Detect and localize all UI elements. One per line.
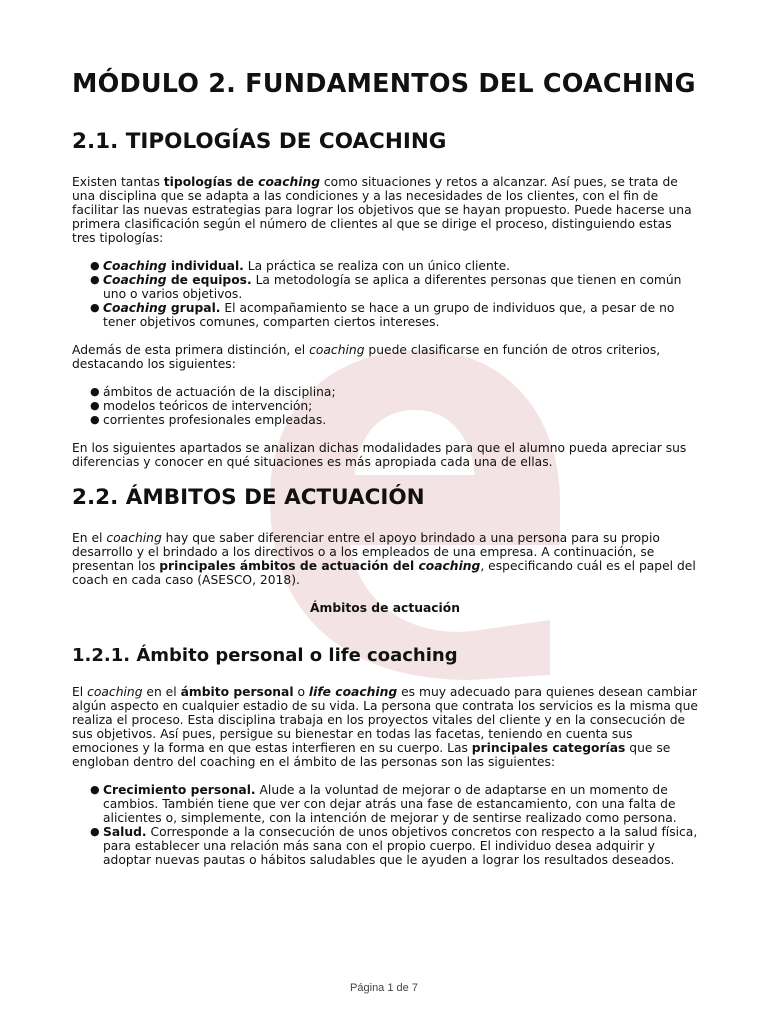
closing-paragraph: En los siguientes apartados se analizan dichas modalidades para que el alumno pueda apreciar sus diferencias y conocer en qué situaciones es más apropiada cada una de ellas. [72, 441, 687, 469]
bullet-icon: ● [90, 399, 100, 412]
list-item: ● modelos teóricos de intervención; [90, 399, 313, 413]
list-item: ● ámbitos de actuación de la disciplina; [90, 385, 336, 399]
list-item: ● corrientes profesionales empleadas. [90, 413, 327, 427]
page-number: Página 1 de 7 [350, 982, 418, 994]
list-item: ● Coaching de equipos. La metodología se aplica a diferentes personas que tienen en común uno o varios objetivos. [90, 273, 682, 301]
list-item: ● Salud. Corresponde a la consecución de unos objetivos concretos con respecto a la salud física, para establecer una relación más sana con el propio cuerpo. El individuo desea adquirir y adoptar nuevas pautas o hábitos saludables que le ayuden a lograr los resultados deseados. [90, 825, 698, 867]
categories-list [72, 783, 698, 867]
bullet-icon: ● [90, 273, 100, 286]
criteria-list [72, 385, 698, 427]
bullet-icon: ● [90, 259, 100, 272]
document-page [72, 70, 698, 881]
criteria-intro-paragraph: Además de esta primera distinción, el coaching puede clasificarse en función de otros criterios, destacando los siguientes: [72, 343, 661, 371]
section-heading-tipologias: 2.1. TIPOLOGÍAS DE COACHING [72, 129, 447, 154]
bullet-icon: ● [90, 783, 100, 796]
figure-caption: Ámbitos de actuación [310, 601, 460, 615]
personal-intro-paragraph: El coaching en el ámbito personal o life coaching es muy adecuado para quienes desean cambiar algún aspecto en cualquier estadio de su vida. La persona que contrata los servicios es la misma que realiza el proceso. Esta disciplina trabaja en los proyectos vitales del cliente y en la consecución de sus objetivos. Así pues, persigue su bienestar en todas las facetas, teniendo en cuenta sus emociones y la forma en que estas interfieren en su cuerpo. Las principales categorías que se engloban dentro del coaching en el ámbito de las personas son las siguientes: [72, 685, 698, 769]
tipologias-intro-paragraph: Existen tantas tipologías de coaching como situaciones y retos a alcanzar. Así pues, se trata de una disciplina que se adapta a las condiciones y a las necesidades de los clientes, con el fin de facilitar las nuevas estrategias para lograr los objetivos que se hayan propuesto. Puede hacerse una primera clasificación según el número de clientes al que se dirige el proceso, distinguiendo estas tres tipologías: [72, 175, 692, 245]
bullet-icon: ● [90, 825, 100, 838]
bullet-icon: ● [90, 301, 100, 314]
bullet-icon: ● [90, 385, 100, 398]
ambitos-intro-paragraph: En el coaching hay que saber diferenciar entre el apoyo brindado a una persona para su propio desarrollo y el brindado a los directivos o a los empleados de una empresa. A continuación, se presentan los principales ámbitos de actuación del coaching, especificando cuál es el papel del coach en cada caso (ASESCO, 2018). [72, 531, 696, 587]
bullet-icon: ● [90, 413, 100, 426]
tipologias-list [72, 259, 698, 329]
subsection-heading-personal: 1.2.1. Ámbito personal o life coaching [72, 645, 458, 666]
list-item: ● Coaching grupal. El acompañamiento se hace a un grupo de individuos que, a pesar de no tener objetivos comunes, comparten ciertos intereses. [90, 301, 675, 329]
module-title: MÓDULO 2. FUNDAMENTOS DEL COACHING [72, 69, 696, 99]
list-item: ● Coaching individual. La práctica se realiza con un único cliente. [90, 259, 511, 273]
list-item: ● Crecimiento personal. Alude a la voluntad de mejorar o de adaptarse en un momento de cambios. También tiene que ver con dejar atrás una fase de estancamiento, con una falta de alicientes o, simplemente, con la intención de mejorar y de sentirse realizado como persona. [90, 783, 677, 825]
section-heading-ambitos: 2.2. ÁMBITOS DE ACTUACIÓN [72, 485, 425, 510]
